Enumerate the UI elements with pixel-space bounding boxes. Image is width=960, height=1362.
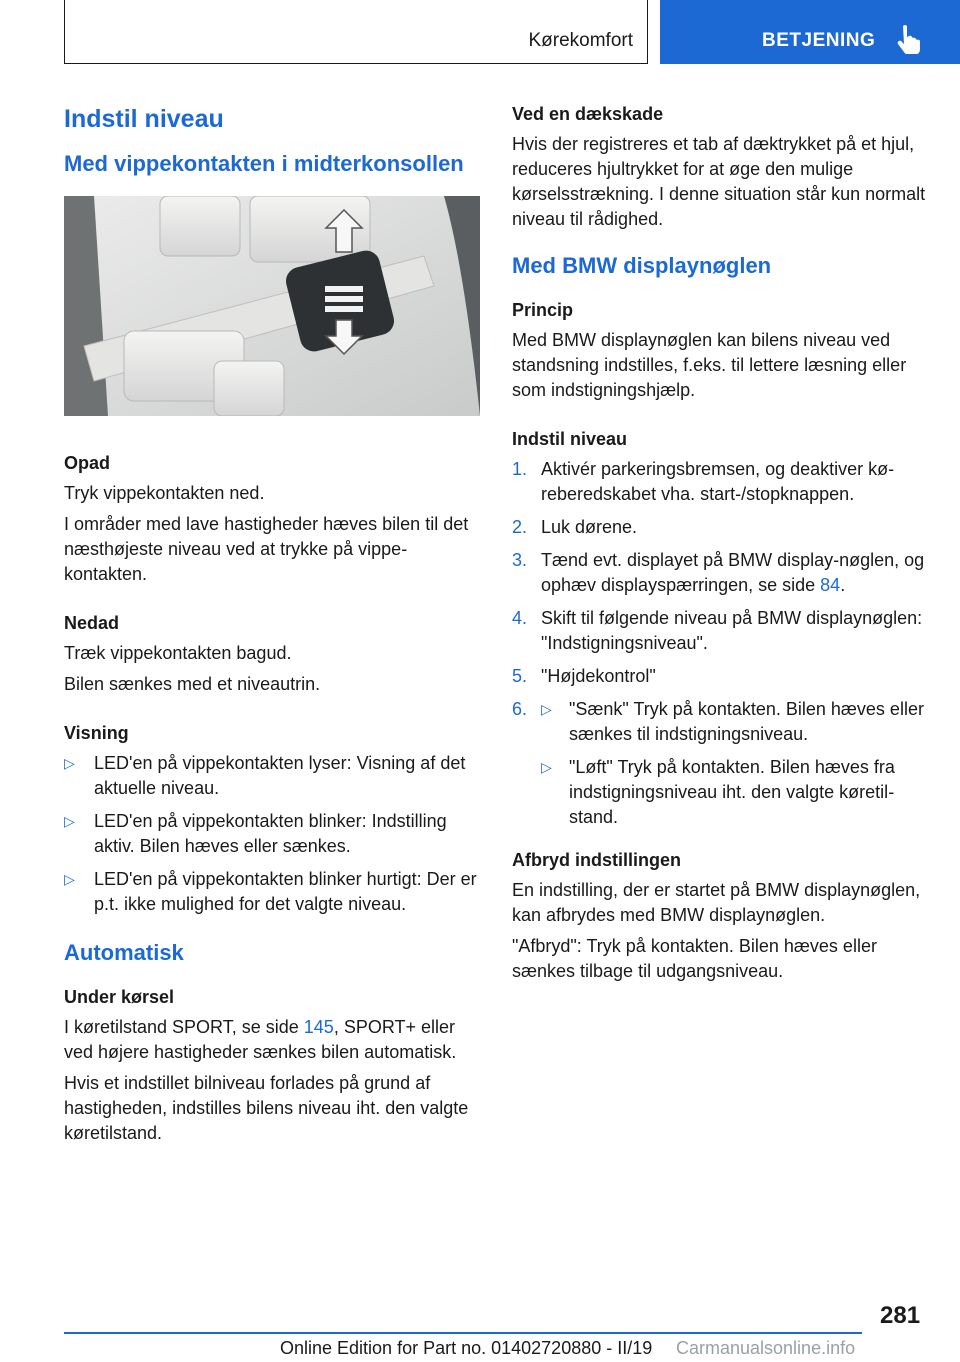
pointing-hand-icon: [896, 24, 922, 54]
list-item: ▷ LED'en på vippekontakten lyser: Visning af det aktuelle niveau.: [64, 753, 466, 798]
page-number: 281: [880, 1302, 921, 1329]
page-link-145[interactable]: 145: [303, 1017, 334, 1037]
triangle-bullet-icon: ▷: [541, 759, 552, 775]
steps-list: [512, 457, 930, 830]
afbryd-text-1: En indstilling, der er startet på BMW displaynøglen, kan afbrydes med BMW displaynøglen.: [512, 880, 921, 925]
list-item: 2. Luk dørene.: [512, 517, 638, 537]
left-column: [64, 102, 480, 1152]
sub-list-item: ▷ "Sænk" Tryk på kontakten. Bilen hæves eller sænkes til indstigningsniveau.: [541, 699, 924, 744]
list-item: 6. ▷ "Sænk" Tryk på kontakten. Bilen hæves eller sænkes til indstigningsniveau. ▷ "Løft" Tryk på kontakten. Bilen hæves fra indstigningsniveau iht. den valgte køretilstand.: [512, 697, 930, 830]
princip-text: Med BMW displaynøglen kan bilens niveau ved standsning indstilles, f.eks. til lettere læsning eller som indstigningshjælp.: [512, 330, 907, 400]
automatisk-text-2: Hvis et indstillet bilniveau forlades på grund af hastigheden, indstilles bilens niveau iht. den valgte køretilstand.: [64, 1073, 469, 1143]
list-item: 1. Aktivér parkeringsbremsen, og deaktiver køreberedskabet vha. start-/stopknappen.: [512, 459, 895, 504]
footer-rule: [64, 1332, 862, 1334]
list-item: ▷ LED'en på vippekontakten blinker hurtigt: Der er p.t. ikke mulighed for det valgte niveau.: [64, 869, 477, 914]
sub-list: [541, 697, 930, 830]
page-link-84[interactable]: 84: [820, 575, 841, 595]
header-chapter-box: [660, 0, 960, 64]
page-heading: Indstil niveau: [64, 105, 224, 133]
heading-under-korsel: Under kørsel: [64, 987, 175, 1007]
afbryd-text-2: "Afbryd": Tryk på kontakten. Bilen hæves eller sænkes tilbage til udgangsniveau.: [512, 936, 877, 981]
watermark-text: Carmanualsonline.info: [676, 1338, 856, 1358]
edition-text: Online Edition for Part no. 01402720880 - II/19: [280, 1338, 653, 1358]
triangle-bullet-icon: ▷: [64, 813, 75, 829]
header-section-box: [64, 0, 648, 64]
automatisk-text-1: I køretilstand SPORT, se side 145, SPORT+ eller ved højere hastigheder sænkes bilen automatisk.: [64, 1017, 457, 1062]
heading-opad: Opad: [64, 453, 111, 473]
subheading-rocker: Med vippekontakten i midterkonsollen: [64, 151, 464, 176]
list-item: 5. "Højdekontrol": [512, 666, 656, 686]
triangle-bullet-icon: ▷: [64, 871, 75, 887]
heading-daekskade: Ved en dækskade: [512, 104, 664, 124]
rocker-switch-photo: [64, 196, 480, 416]
nedad-text-2: Bilen sænkes med et niveautrin.: [64, 674, 321, 694]
nedad-text-1: Træk vippekontakten bagud.: [64, 643, 292, 663]
daekskade-text: Hvis der registreres et tab af dæktrykket på et hjul, reduceres hjultrykket for at øge den mulige kørselsstrækning. I denne situation står kun normalt niveau til rådighed.: [512, 134, 926, 229]
heading-princip: Princip: [512, 300, 574, 320]
heading-indstil-niveau: Indstil niveau: [512, 429, 628, 449]
sub-list-item: ▷ "Løft" Tryk på kontakten. Bilen hæves fra indstigningsniveau iht. den valgte køretilstand.: [541, 757, 895, 827]
heading-visning: Visning: [64, 723, 129, 743]
heading-automatisk: Automatisk: [64, 940, 184, 965]
section-title: Kørekomfort: [528, 30, 633, 51]
triangle-bullet-icon: ▷: [64, 755, 75, 771]
opad-text-1: Tryk vippekontakten ned.: [64, 483, 265, 503]
heading-bmw-displaynoglen: Med BMW displaynøglen: [512, 253, 772, 278]
triangle-bullet-icon: ▷: [541, 701, 552, 717]
list-item: ▷ LED'en på vippekontakten blinker: Indstilling aktiv. Bilen hæves eller sænkes.: [64, 811, 447, 856]
visning-list: [64, 751, 480, 917]
right-column: [512, 102, 930, 990]
chapter-title: BETJENING: [762, 30, 876, 51]
opad-text-2: I områder med lave hastigheder hæves bilen til det næsthøjeste niveau ved at trykke på vippekontakten.: [64, 514, 469, 584]
heading-afbryd: Afbryd indstillingen: [512, 850, 681, 870]
heading-nedad: Nedad: [64, 613, 120, 633]
list-item: 3. Tænd evt. displayet på BMW display-nøglen, og ophæv displayspærringen, se side 84.: [512, 550, 925, 595]
list-item: 4. Skift til følgende niveau på BMW displaynøglen: "Indstigningsniveau".: [512, 608, 923, 653]
